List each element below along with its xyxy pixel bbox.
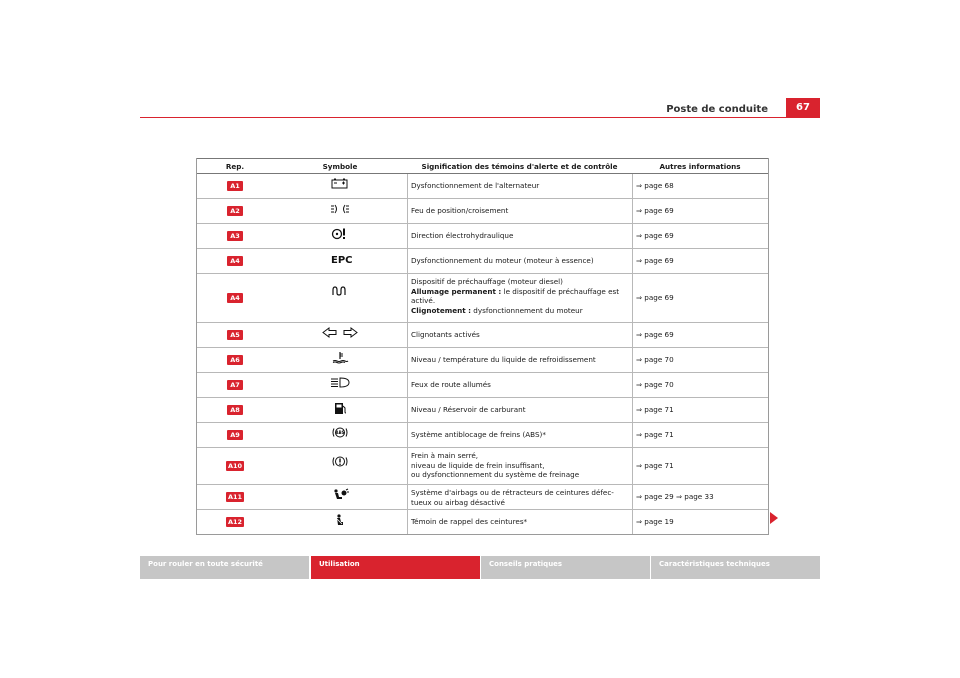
row-description: Niveau / Réservoir de carburant <box>411 405 526 415</box>
row-description: Témoin de rappel des ceintures* <box>411 517 528 527</box>
page-reference-link[interactable]: ⇒ page 29 ⇒ page 33 <box>636 492 714 502</box>
abs-icon <box>330 427 350 438</box>
table-row <box>197 398 768 423</box>
epc-icon <box>330 253 353 266</box>
row-description: Système antiblocage de freins (ABS)* <box>411 430 546 440</box>
table-row <box>197 249 768 274</box>
row-description: Dysfonctionnement de l'alternateur <box>411 181 540 191</box>
table-row <box>197 323 768 348</box>
rep-badge: A1 <box>227 181 243 191</box>
table-row <box>197 174 768 199</box>
row-description: niveau de liquide de frein insuffisant, <box>411 460 545 470</box>
footer-tab-utilisation[interactable]: Utilisation <box>311 556 480 579</box>
row-description: Dysfonctionnement du moteur (moteur à essence) <box>411 256 594 266</box>
power-steering-icon <box>330 228 350 239</box>
high-beam-icon <box>330 377 350 388</box>
footer-tab-specs[interactable]: Caractéristiques techniques <box>651 556 820 579</box>
page-reference-link[interactable]: ⇒ page 70 <box>636 380 674 390</box>
row-description-label: Allumage permanent : <box>411 286 502 296</box>
battery-icon <box>330 178 350 189</box>
row-description: dysfonctionnement du moteur <box>471 305 583 315</box>
row-description-label: Clignotement : <box>411 305 472 315</box>
coolant-icon <box>330 352 350 363</box>
rep-badge: A10 <box>227 462 243 470</box>
rep-badge: A2 <box>227 206 243 216</box>
rep-badge: A11 <box>227 493 243 501</box>
row-description: le dispositif de préchauffage est activé. <box>411 286 620 305</box>
fuel-icon <box>330 402 350 415</box>
svg-text:EPC: EPC <box>331 255 353 266</box>
row-description: Frein à main serré, <box>411 451 479 460</box>
page-reference-link[interactable]: ⇒ page 69 <box>636 293 674 303</box>
table-row <box>197 199 768 224</box>
page-reference-link[interactable]: ⇒ page 68 <box>636 181 674 191</box>
table-row <box>197 373 768 398</box>
page-title: Poste de conduite <box>666 104 768 115</box>
header-rule <box>140 117 820 118</box>
warning-lights-table <box>196 158 769 535</box>
rep-badge: A9 <box>227 430 243 440</box>
rep-badge: A4 <box>227 293 243 303</box>
preheating-icon <box>330 286 350 297</box>
svg-text:ABS: ABS <box>335 430 345 436</box>
table-row <box>197 423 768 448</box>
table-row <box>197 348 768 373</box>
rep-badge: A3 <box>227 231 243 241</box>
airbag-icon <box>330 489 350 500</box>
row-description: Dispositif de préchauffage (moteur diesel) <box>411 277 563 286</box>
table-row <box>197 485 768 510</box>
footer-tab-safety[interactable]: Pour rouler en toute sécurité <box>140 556 309 579</box>
page-reference-link[interactable]: ⇒ page 69 <box>636 330 674 340</box>
page-reference-link[interactable]: ⇒ page 71 <box>636 405 674 415</box>
row-description: tueux ou airbag désactivé <box>411 497 505 507</box>
page-reference-link[interactable]: ⇒ page 69 <box>636 256 674 266</box>
seatbelt-icon <box>330 514 350 526</box>
table-row <box>197 448 768 485</box>
row-description: Direction électrohydraulique <box>411 231 514 241</box>
turn-signals-icon <box>322 327 358 338</box>
footer-tab-tips[interactable]: Conseils pratiques <box>481 556 650 579</box>
table-row <box>197 224 768 249</box>
row-description: Système d'airbags ou de rétracteurs de ceintures défec- <box>411 488 614 497</box>
page-reference-link[interactable]: ⇒ page 69 <box>636 231 674 241</box>
row-description: Feux de route allumés <box>411 380 491 390</box>
row-description: Clignotants activés <box>411 330 480 340</box>
row-description: Feu de position/croisement <box>411 206 509 216</box>
table-header <box>197 158 768 174</box>
position-lights-icon <box>330 203 350 214</box>
page-reference-link[interactable]: ⇒ page 71 <box>636 461 674 471</box>
page-reference-link[interactable]: ⇒ page 19 <box>636 517 674 527</box>
column-header-info: Autres informations <box>659 161 741 171</box>
next-page-arrow-icon[interactable] <box>770 512 778 524</box>
rep-badge: A6 <box>227 355 243 365</box>
rep-badge: A8 <box>227 405 243 415</box>
rep-badge: A12 <box>227 518 243 526</box>
row-description: ou dysfonctionnement du système de freinage <box>411 470 580 479</box>
page-reference-link[interactable]: ⇒ page 70 <box>636 355 674 365</box>
brake-icon <box>330 456 350 467</box>
rep-badge: A7 <box>227 380 243 390</box>
rep-badge: A4 <box>227 256 243 266</box>
page-reference-link[interactable]: ⇒ page 69 <box>636 206 674 216</box>
table-row <box>197 510 768 534</box>
column-header-rep: Rep. <box>225 161 245 171</box>
rep-badge: A5 <box>227 330 243 340</box>
column-header-meaning: Signification des témoins d'alerte et de contrôle <box>421 161 618 171</box>
page-reference-link[interactable]: ⇒ page 71 <box>636 430 674 440</box>
table-row <box>197 274 768 323</box>
column-header-symbol: Symbole <box>322 161 358 171</box>
page-number-badge: 67 <box>786 98 820 118</box>
row-description: Niveau / température du liquide de refroidissement <box>411 355 596 365</box>
